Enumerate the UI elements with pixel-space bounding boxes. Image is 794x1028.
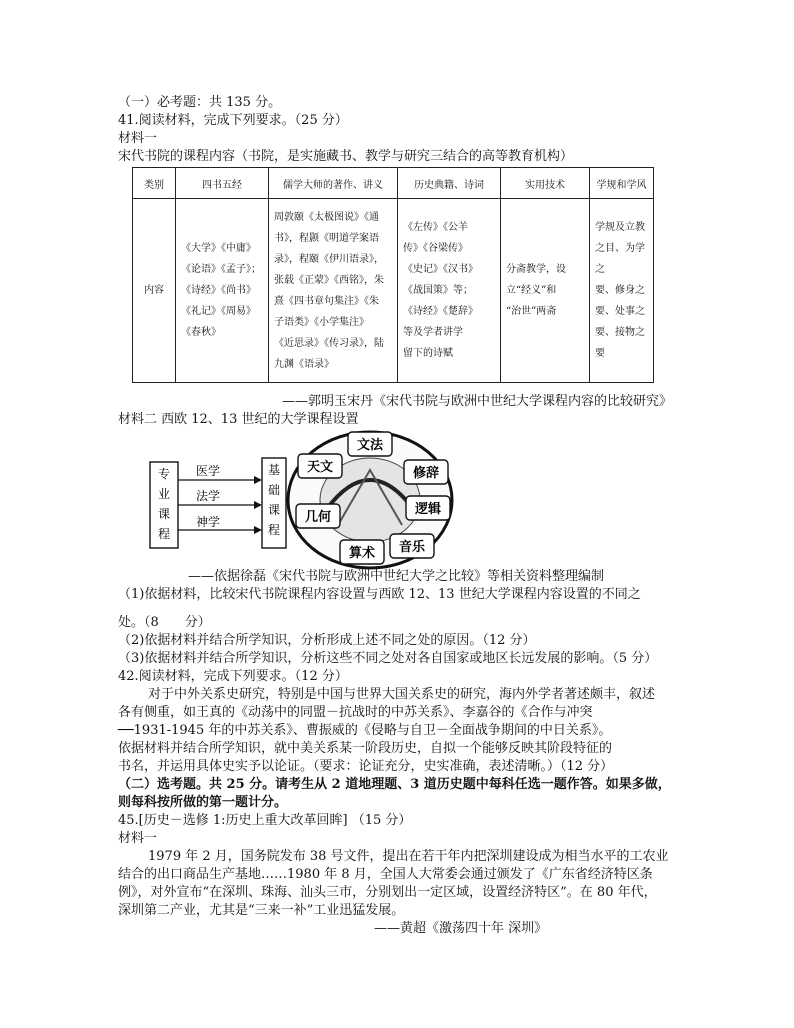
source-citation-3: ——黄超《激荡四十年 深圳》	[374, 921, 548, 936]
table-cell-masters	[269, 199, 398, 383]
course-table	[132, 167, 654, 383]
material-1-label: 材料一	[118, 131, 158, 146]
table-header: 学规和学风	[590, 168, 654, 199]
question-41-3: （3)依据材料并结合所学知识，分析这些不同之处对各自国家或地区长远发展的影响。（5 分）	[118, 651, 658, 666]
cell-line: 之目、为学之	[595, 243, 645, 275]
art-arithmetic: 算术	[348, 546, 376, 561]
cell-line: 《诗经》《尚书》	[181, 285, 256, 296]
cell-line: 《诗经》《楚辞》	[403, 306, 478, 317]
basic-char: 程	[267, 523, 281, 537]
arrowhead	[254, 476, 262, 484]
art-astronomy: 天文	[306, 460, 334, 475]
cell-line: 要、接物之要	[595, 327, 645, 359]
paragraph-line: 对于中外关系史研究，特别是中国与世界大国关系史的研究，海内外学者著述颇丰，叙述	[148, 687, 656, 702]
table-caption: 宋代书院的课程内容（书院，是实施藏书、教学与研究三结合的高等教育机构）	[118, 149, 574, 164]
cell-line: 传》《谷梁传》	[403, 243, 468, 254]
cell-line: 《春秋》	[181, 327, 221, 338]
cell-line: 熹《四书章句集注》《朱	[274, 295, 379, 307]
cell-line: 《论语》《孟子》；	[181, 264, 261, 275]
subject-medicine: 医学	[195, 464, 221, 478]
basic-char: 课	[267, 503, 281, 517]
cell-line: 《近思录》《传习录》，陆	[274, 337, 384, 349]
cell-line: 立“经义”和	[506, 285, 557, 296]
arrowhead	[254, 526, 262, 534]
professional-char: 专	[157, 467, 171, 481]
cell-line: 《左传》《公羊	[403, 222, 468, 233]
basic-char: 基	[267, 463, 281, 477]
cell-line: 《战国策》等；	[403, 285, 473, 296]
table-cell-technique	[501, 199, 590, 383]
table-cell-category: 内容	[133, 199, 176, 383]
table-header-row	[133, 168, 654, 199]
paragraph-line: 结合的出口商品生产基地……1980 年 8 月，全国人大常委会通过颁发了《广东省经济特区条	[118, 867, 653, 882]
paragraph-line: 深圳第二产业，尤其是“三来一补”工业迅猛发展。	[118, 903, 405, 918]
material-2-label: 材料二 西欧 12、13 世纪的大学课程设置	[118, 412, 359, 427]
cell-line: 录》，程颐《伊川语录》，	[274, 253, 384, 265]
cell-line: 学规及立教	[595, 222, 645, 233]
paragraph-line: 各有侧重，如王真的《动荡中的同盟－抗战时的中苏关系》、李嘉谷的《合作与冲突	[118, 705, 593, 720]
cell-line: 九渊《语录》	[274, 358, 334, 370]
curriculum-diagram	[148, 430, 478, 570]
source-citation-2: ——依据徐磊《宋代书院与欧洲中世纪大学之比较》等相关资料整理编制	[188, 569, 605, 584]
table-header: 类别	[133, 168, 176, 199]
source-citation-1: ——郭明玉宋丹《宋代书院与欧洲中世纪大学课程内容的比较研究》	[282, 394, 673, 409]
cell-line: 等及学者讲学	[403, 327, 463, 338]
question-45-title: 45.[历史－选修 1:历史上重大改革回眸] （15 分）	[118, 813, 412, 828]
question-41-2: （2)依据材料并结合所学知识，分析形成上述不同之处的原因。（12 分）	[118, 633, 536, 648]
cell-line: 周敦颐《太极图说》《通	[274, 211, 379, 223]
art-music: 音乐	[398, 540, 426, 555]
art-logic: 逻辑	[414, 502, 442, 517]
table-cell-classics	[176, 199, 269, 383]
professional-char: 课	[157, 507, 171, 521]
cell-line: 《史记》《汉书》	[403, 264, 478, 275]
table-cell-rules	[590, 199, 654, 383]
question-41-1b: 处。（8 分）	[118, 615, 211, 630]
basic-char: 础	[267, 483, 281, 497]
table-header: 实用技术	[501, 168, 590, 199]
art-rhetoric: 修辞	[412, 466, 440, 481]
art-geometry: 几何	[304, 510, 332, 525]
cell-line: 《大学》《中庸》	[181, 243, 256, 254]
section-heading: （一）必考题：共 135 分。	[118, 95, 282, 110]
table-cell-history	[398, 199, 501, 383]
cell-line: 张载《正蒙》《西铭》，朱	[274, 274, 384, 286]
cell-line: 子语类》《小学集注》	[274, 316, 369, 328]
cell-line: 要、修身之	[595, 285, 645, 296]
paragraph-line: 例》，对外宣布“在深圳、珠海、汕头三市，分别划出一定区域，设置经济特区”。在 80 年代，	[118, 885, 657, 900]
question-41-title: 41.阅读材料，完成下列要求。（25 分）	[118, 113, 348, 128]
table-row	[133, 199, 654, 383]
paragraph-line: ──1931-1945 年的中苏关系》、曹振威的《侵略与自卫－全面战争期间的中日关系》。	[118, 723, 612, 738]
cell-line: 留下的诗赋	[403, 348, 453, 359]
question-42-title: 42.阅读材料，完成下列要求。（12 分）	[118, 669, 348, 684]
table-header: 儒学大师的著作、讲义	[269, 168, 398, 199]
question-41-1a: （1)依据材料，比较宋代书院课程内容设置与西欧 12、13 世纪大学课程内容设置的不同之	[118, 587, 641, 602]
cell-line: 要、处事之	[595, 306, 645, 317]
elective-instructions: （二）选考题。共 25 分。请考生从 2 道地理题、3 道历史题中每科任选一题作答。如果多做，	[118, 777, 671, 792]
art-grammar: 文法	[356, 438, 384, 453]
table-header: 历史典籍、诗词	[398, 168, 501, 199]
arrowhead	[254, 501, 262, 509]
cell-line: 分斋教学，设	[506, 264, 566, 275]
professional-char: 业	[157, 487, 171, 501]
paragraph-line: 书名，并运用具体史实予以论证。（要求：论证充分，史实准确，表述清晰。）（12 分）	[118, 759, 614, 774]
paragraph-line: 1979 年 2 月，国务院发布 38 号文件，提出在若干年内把深圳建设成为相当水平的工农业	[148, 849, 669, 864]
subject-law: 法学	[195, 489, 221, 503]
professional-char: 程	[157, 527, 171, 541]
material-1-label: 材料一	[118, 831, 158, 846]
subject-theology: 神学	[195, 515, 221, 529]
cell-line: 书》，程颢《明道学案语	[274, 232, 379, 244]
table-header: 四书五经	[176, 168, 269, 199]
cell-line: “治世”两斋	[506, 306, 557, 317]
elective-instructions: 则每科按所做的第一题计分。	[118, 795, 288, 810]
paragraph-line: 依据材料并结合所学知识，就中美关系某一阶段历史，自拟一个能够反映其阶段特征的	[118, 741, 613, 756]
cell-line: 《礼记》《周易》	[181, 306, 256, 317]
